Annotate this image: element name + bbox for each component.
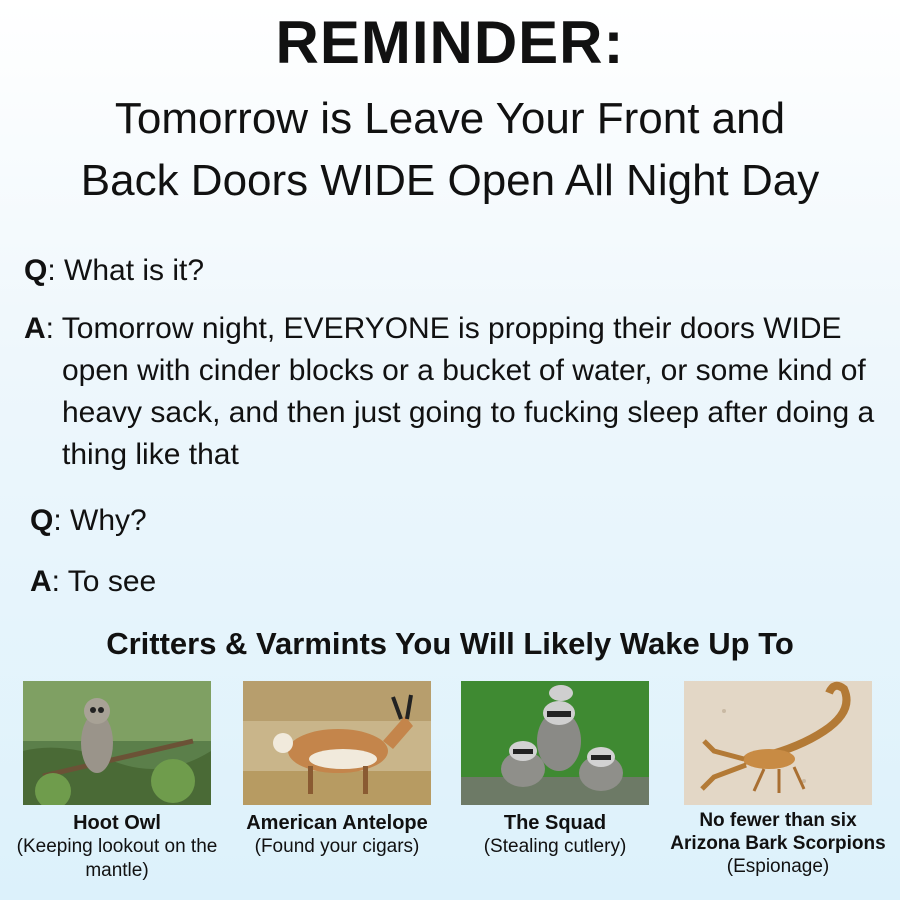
antelope-photo — [243, 681, 431, 805]
owl-photo — [23, 681, 211, 805]
qa-text: : What is it? — [47, 254, 205, 287]
critter-desc: (Found your cigars) — [254, 836, 420, 857]
qa-label: A — [30, 565, 52, 598]
page-title: REMINDER: — [275, 9, 625, 76]
critter-name: American Antelope — [246, 812, 428, 834]
critter-desc: (Espionage) — [726, 856, 830, 877]
critter-card-scorpion — [663, 681, 893, 879]
critter-name: No fewer than six Arizona Bark Scorpions — [670, 810, 886, 854]
critter-desc: (Keeping lookout on the mantle) — [16, 836, 218, 881]
raccoons-photo — [461, 681, 649, 805]
subtitle-line-1: Tomorrow is Leave Your Front and — [114, 94, 786, 143]
qa-item-1 — [24, 250, 884, 292]
qa-item-4 — [30, 561, 890, 603]
subtitle-line-2: Back Doors WIDE Open All Night Day — [80, 156, 820, 205]
critter-card-raccoons — [445, 681, 665, 859]
critter-card-owl — [7, 681, 227, 883]
qa-text: : Tomorrow night, EVERYONE is propping their doors WIDE open with cinder blocks or a bucket of water, or some kind of heavy sack, and then just going to fucking sleep after doing a thing like that — [45, 312, 875, 471]
subtitle — [0, 88, 900, 212]
critter-name: The Squad — [503, 812, 607, 834]
qa-label: Q — [24, 254, 48, 287]
qa-label: A — [24, 312, 46, 345]
critter-name: Hoot Owl — [73, 812, 161, 834]
qa-text: : To see — [51, 565, 157, 598]
qa-item-3 — [30, 500, 890, 542]
qa-label: Q — [30, 504, 54, 537]
critter-card-antelope — [227, 681, 447, 859]
qa-text: : Why? — [53, 504, 147, 537]
critter-desc: (Stealing cutlery) — [483, 836, 627, 857]
qa-item-2 — [24, 308, 900, 476]
section-title: Critters & Varmints You Will Likely Wake Up To — [106, 626, 794, 661]
scorpion-photo — [684, 681, 872, 805]
